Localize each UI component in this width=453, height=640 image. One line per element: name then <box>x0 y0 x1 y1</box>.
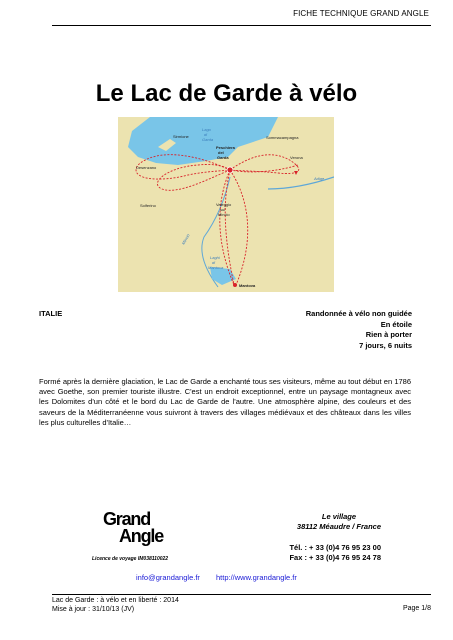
label-laghi-mantova: Mantova <box>208 265 224 270</box>
label-solferino: Solferino <box>140 203 156 208</box>
label-peschiera: Peschiera <box>216 145 235 150</box>
trip-luggage: Rien à porter <box>365 330 412 339</box>
label-sommacampagna: Sommacampagna <box>266 135 299 140</box>
trip-summary <box>306 309 412 351</box>
email-link[interactable]: info@grandangle.fr <box>136 573 200 582</box>
label-laghi-di: di <box>212 260 216 265</box>
label-valeggio: Valeggio <box>216 202 232 207</box>
footer-update-date: Mise à jour : 31/10/13 (JV) <box>52 606 135 613</box>
label-laghi: Laghi <box>210 255 220 260</box>
route-map <box>118 117 334 292</box>
label-sul: sul <box>220 207 226 212</box>
website-link[interactable]: http://www.grandangle.fr <box>216 573 297 582</box>
phone-number: Tél. : + 33 (0)4 76 95 23 00 <box>289 543 381 552</box>
address-line-1: Le village <box>321 512 357 521</box>
label-garda-town: Garda <box>217 155 229 160</box>
trip-format: En étoile <box>380 319 412 329</box>
address-line-2: 38112 Méaudre / France <box>296 522 381 532</box>
label-mincio-town: Mincio <box>218 212 230 217</box>
label-lago: Lago <box>202 127 211 132</box>
label-adige: Adige <box>314 176 325 181</box>
page-number: Page 1/8 <box>402 605 431 612</box>
logo-word-angle: Angle <box>119 526 164 546</box>
label-lago-di: di <box>204 132 208 137</box>
phone-block <box>289 543 381 563</box>
grand-angle-logo <box>103 511 183 545</box>
label-verona: Verona <box>290 155 303 160</box>
country-label: ITALIE <box>39 309 63 318</box>
page-header-label: FICHE TECHNIQUE GRAND ANGLE <box>293 9 429 18</box>
postal-address <box>297 512 381 532</box>
map-marker-mantova <box>233 283 237 287</box>
fax-number: Fax : + 33 (0)4 76 95 24 78 <box>289 553 381 563</box>
logo-word-grand: Grand <box>103 509 151 529</box>
label-mantova: Mantova <box>239 283 256 288</box>
label-mincio-river: Mincio <box>180 232 191 246</box>
trip-description: Formé après la dernière glaciation, le Lac de Garde a enchanté tous ses visiteurs, même au tout début en 1786 avec Goethe, son premier touriste illustre. C'est un endroit exceptionnel, entre un paysage montagneux avec les Dolomites d'un côté et le bord du Lac de Garde de l'autre. Une atmosphère alpine, des couleurs et des saveurs de la Méditerranéenne vous suivront à travers des villages médiévaux et des châteaux dans les villes les plus culturelles d'Italie… <box>39 377 411 427</box>
trip-duration: 7 jours, 6 nuits <box>359 340 412 350</box>
footer-rule <box>52 594 431 595</box>
header-rule <box>52 25 431 26</box>
map-marker-peschiera <box>227 167 233 173</box>
licence-text: Licence de voyage IM038110022 <box>92 556 169 562</box>
footer-document-title: Lac de Garde : à vélo et en liberté : 2014 <box>52 597 179 604</box>
label-desenzano: Desenzano <box>136 165 157 170</box>
page-title: Le Lac de Garde à vélo <box>95 80 358 107</box>
trip-type: Randonnée à vélo non guidée <box>305 309 412 318</box>
label-del: del <box>218 150 224 155</box>
label-lago-garda: Garda <box>202 137 214 142</box>
label-sirmione: Sirmione <box>173 134 189 139</box>
footer-info <box>52 596 179 614</box>
contact-links <box>136 573 311 582</box>
